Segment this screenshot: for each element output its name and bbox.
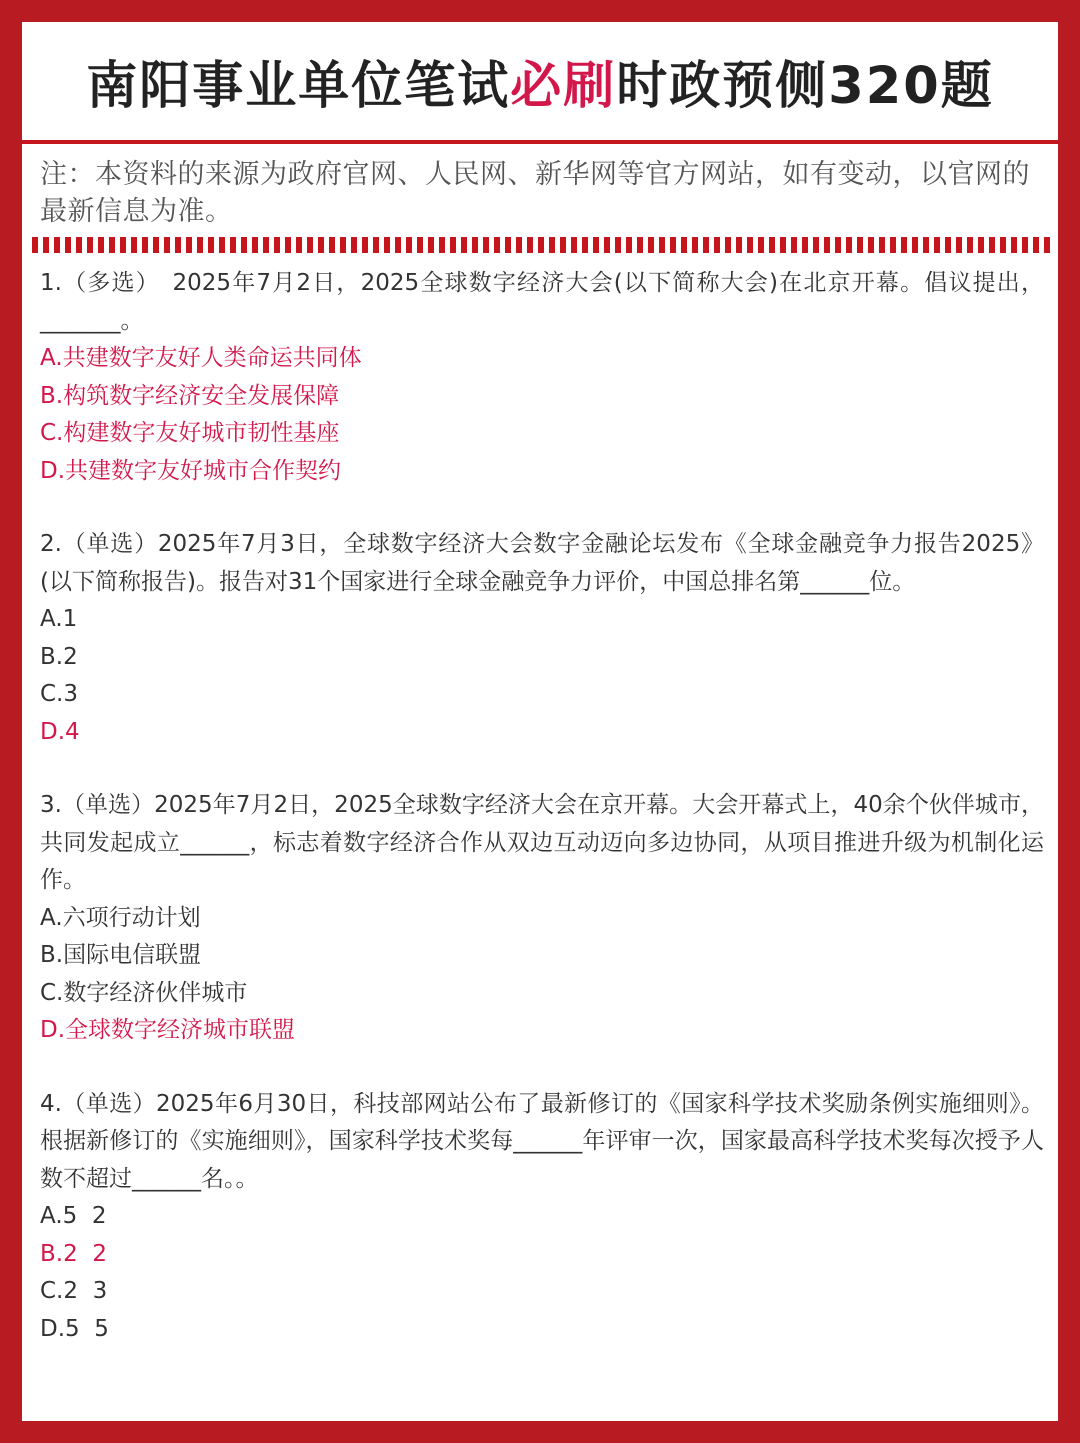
question-stem: 4.（单选）2025年6月30日，科技部网站公布了最新修订的《国家科学技术奖励条例实施细则》。根据新修订的《实施细则》，国家科学技术奖每______年评审一次，国家最高科学技术奖每次授予人数不超过______名。。 xyxy=(40,1090,1044,1192)
question-stem: 2.（单选）2025年7月3日，全球数字经济大会数字金融论坛发布《全球金融竞争力报告2025》(以下简称报告)。报告对31个国家进行全球金融竞争力评价，中国总排名第______位。 xyxy=(40,531,1044,595)
title-highlight: 必刷 xyxy=(510,57,617,116)
answer-option-correct: D.全球数字经济城市联盟 xyxy=(40,1017,296,1043)
answer-option: B.国际电信联盟 xyxy=(40,942,202,968)
question-stem: 1.（多选） 2025年7月2日，2025全球数字经济大会(以下简称大会)在北京开幕。倡议提出，_______。 xyxy=(40,270,1044,334)
answer-option: C.数字经济伙伴城市 xyxy=(40,979,248,1006)
answer-option-correct: D.4 xyxy=(40,718,80,745)
title-part-1: 南阳事业单位笔试 xyxy=(86,57,511,116)
question-block xyxy=(40,787,1044,1050)
answer-option: B.2 xyxy=(40,643,78,670)
answer-option: C.3 xyxy=(40,681,79,707)
question-block xyxy=(40,1086,1044,1349)
page-frame xyxy=(22,22,1058,1421)
title-part-2: 时政预侧320题 xyxy=(616,57,994,116)
answer-option: A.1 xyxy=(40,606,78,632)
title-divider xyxy=(22,140,1058,144)
answer-option: A.5 2 xyxy=(40,1203,107,1229)
page-title xyxy=(22,22,1058,140)
question-block xyxy=(40,526,1044,751)
answer-option-correct: D.共建数字友好城市合作契约 xyxy=(40,457,342,484)
source-note: 注：本资料的来源为政府官网、人民网、新华网等官方网站，如有变动，以官网的最新信息为准。 xyxy=(40,159,1030,227)
question-list xyxy=(40,265,1044,1384)
question-block xyxy=(40,265,1044,490)
answer-option: C.2 3 xyxy=(40,1278,108,1304)
question-stem: 3.（单选）2025年7月2日，2025全球数字经济大会在京开幕。大会开幕式上，40余个伙伴城市，共同发起成立______，标志着数字经济合作从双边互动迈向多边协同，从项目推进升级为机制化运作。 xyxy=(40,792,1044,893)
answer-option-correct: B.2 2 xyxy=(40,1240,107,1267)
answer-option-correct: B.构筑数字经济安全发展保障 xyxy=(40,382,340,409)
dashed-divider xyxy=(32,237,1054,253)
answer-option-correct: C.构建数字友好城市韧性基座 xyxy=(40,420,340,446)
answer-option: D.5 5 xyxy=(40,1315,109,1342)
answer-option: A.六项行动计划 xyxy=(40,904,201,931)
answer-option-correct: A.共建数字友好人类命运共同体 xyxy=(40,345,362,371)
